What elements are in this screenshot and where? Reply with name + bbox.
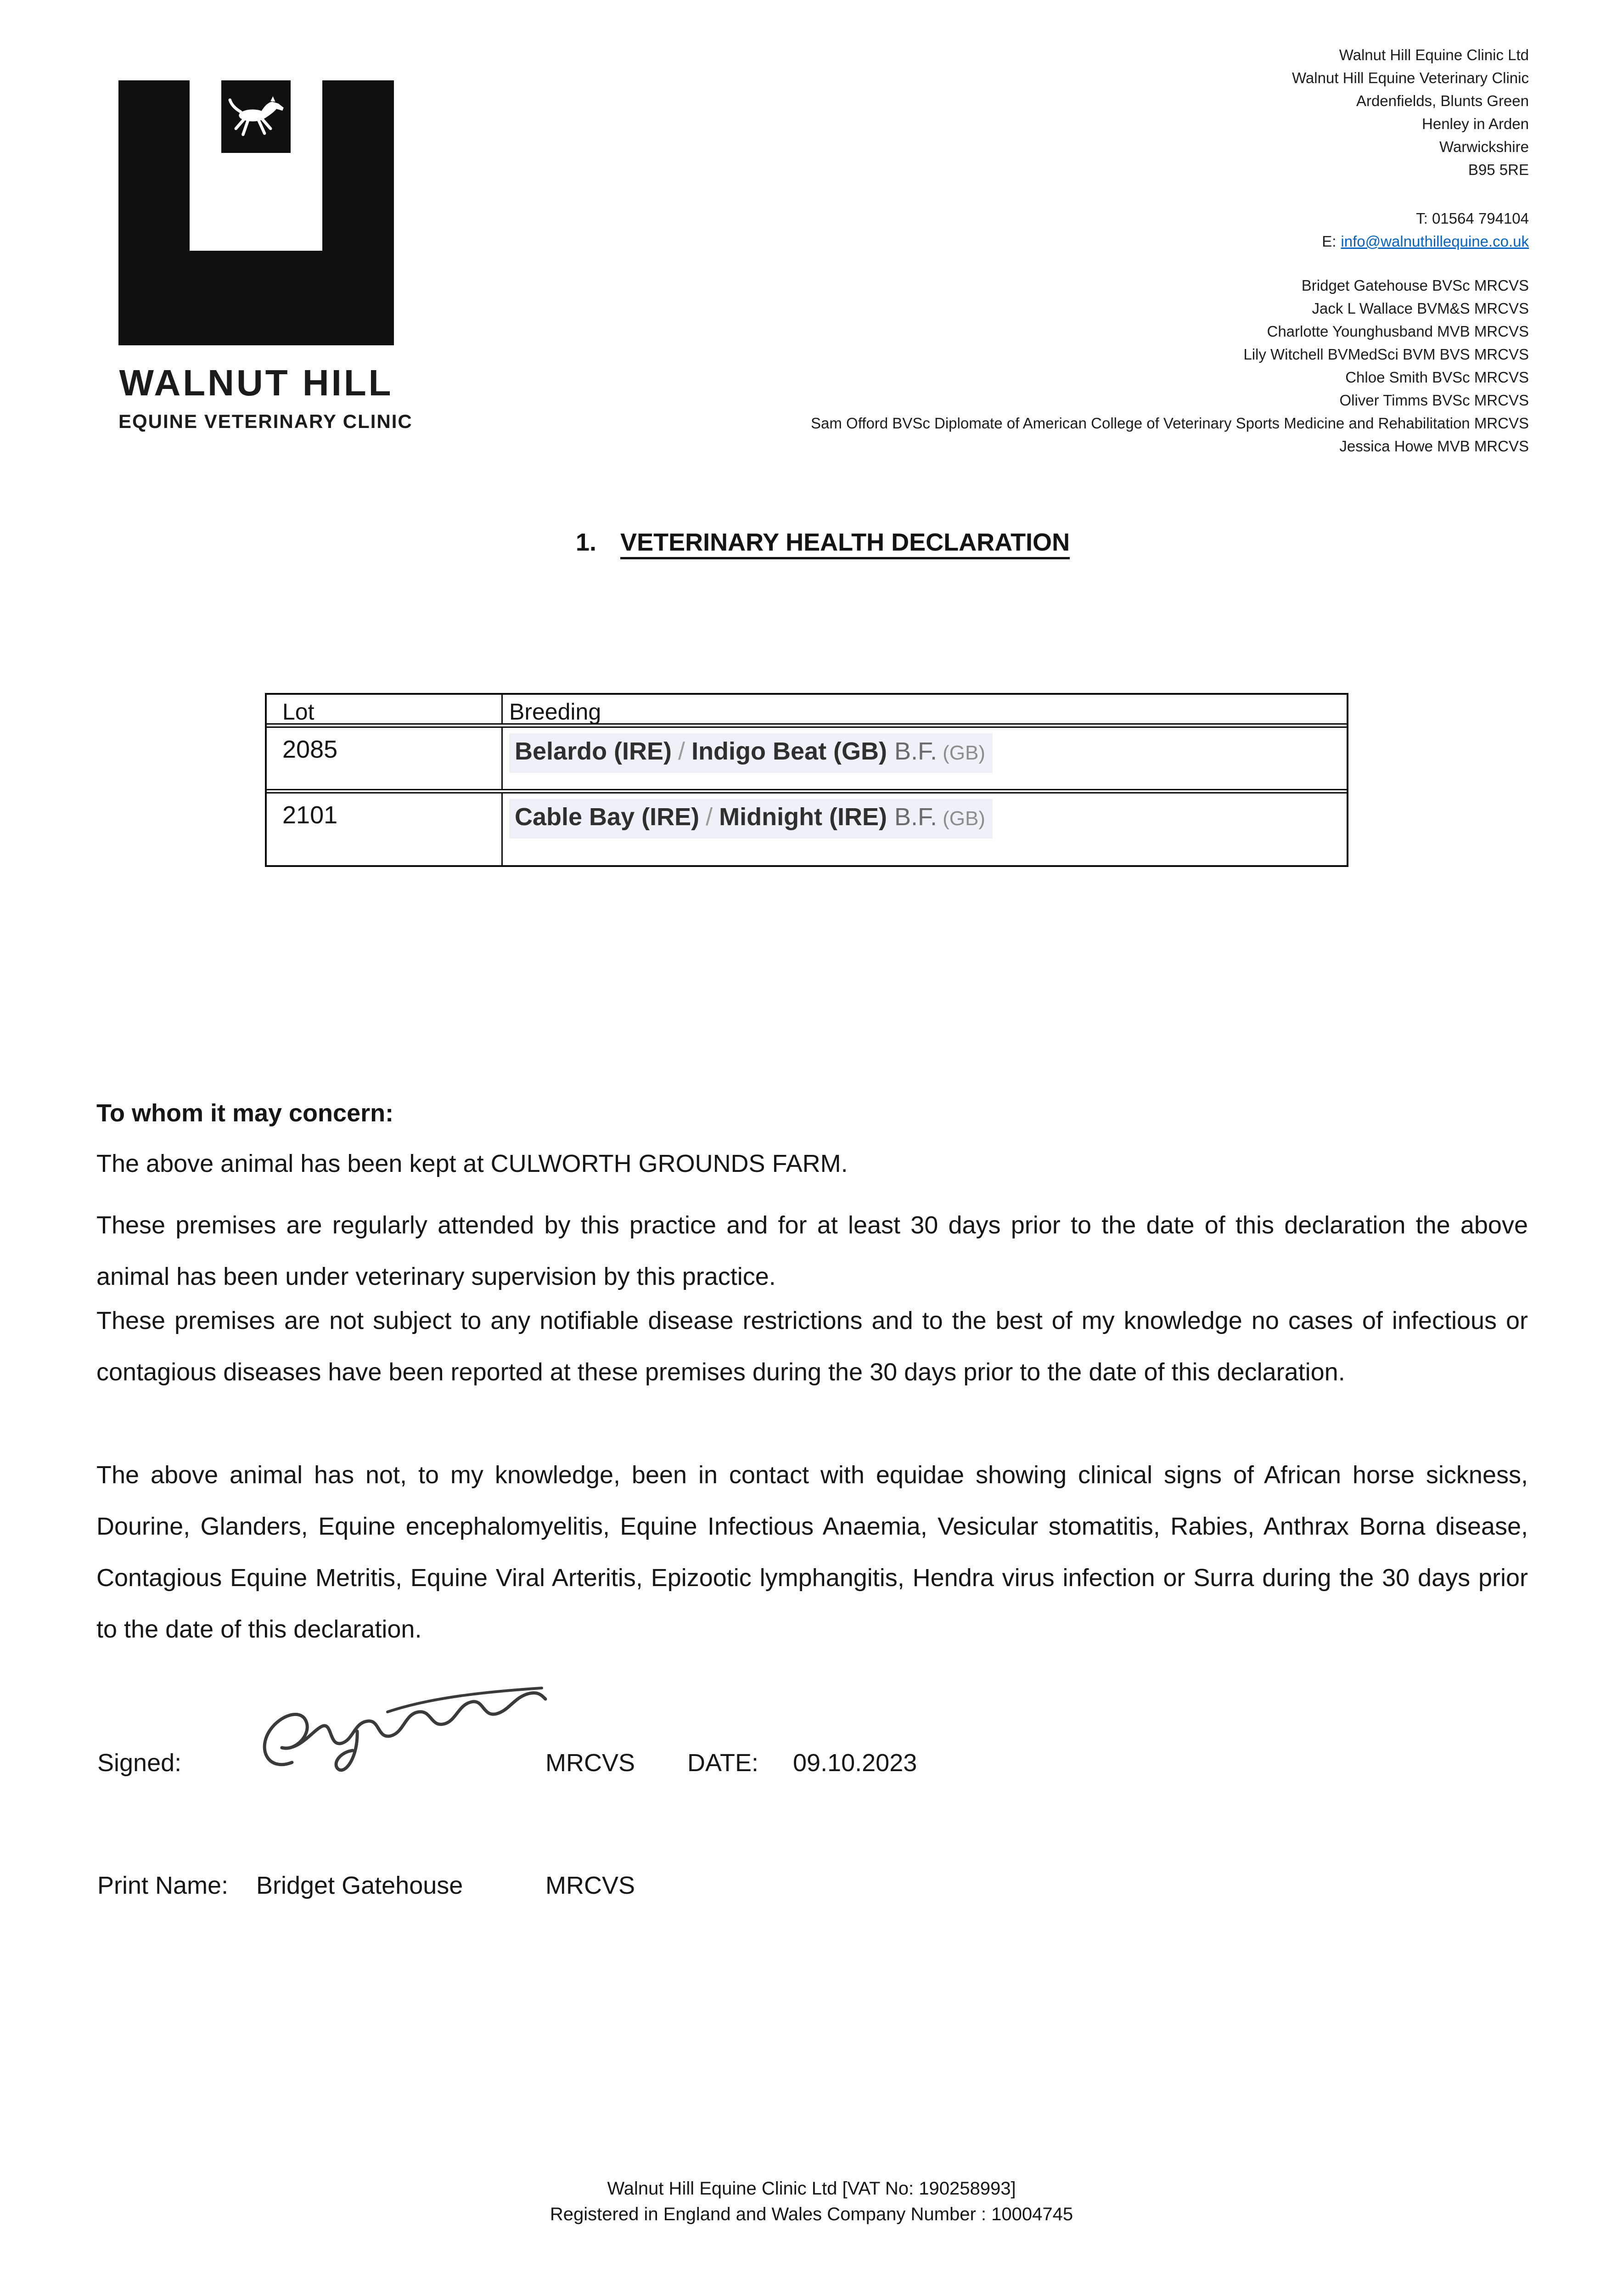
dam-name: Midnight (IRE) xyxy=(719,803,887,831)
title-number: 1. xyxy=(576,529,597,556)
sex-code: B.F. xyxy=(894,737,938,765)
title-text: VETERINARY HEALTH DECLARATION xyxy=(620,529,1070,556)
column-header-lot: Lot xyxy=(267,695,503,723)
logo-h-letter xyxy=(190,80,322,251)
page-footer xyxy=(0,2176,1623,2227)
body-paragraph: These premises are regularly attended by this practice and for at least 30 days prior to the date of this declaration the above animal has been under veterinary supervision by this practice. xyxy=(96,1211,1528,1290)
country-suffix: (GB) xyxy=(943,742,985,764)
signature-image xyxy=(248,1653,560,1791)
logo-horse-box xyxy=(221,80,291,153)
email-link[interactable]: info@walnuthillequine.co.uk xyxy=(1341,233,1529,250)
lot-breeding-table xyxy=(265,693,1348,867)
dam-name: Indigo Beat (GB) xyxy=(691,737,887,765)
signed-label: Signed: xyxy=(97,1749,182,1777)
body-paragraph: The above animal has not, to my knowledge, been in contact with equidae showing clinical signs of African horse sickness, Dourine, Glanders, Equine encephalomyelitis, Equine Infectious Anaemia, Vesicular stomatitis, Rabies, Anthrax Borna disease, Contagious Equine Metritis, Equine Viral Arteritis, Epizootic lymphangitis, Hendra virus infection or Surra during the 30 days prior to the date of this declaration. xyxy=(96,1461,1528,1643)
document-title xyxy=(576,528,1070,557)
vet-name: Charlotte Younghusband MVB MRCVS xyxy=(1267,323,1529,340)
vet-name: Bridget Gatehouse BVSc MRCVS xyxy=(1301,277,1529,294)
spacer xyxy=(811,253,1529,274)
breeding-separator: / xyxy=(678,737,685,765)
vet-name: Lily Witchell BVMedSci BVM BVS MRCVS xyxy=(1243,346,1529,363)
sire-name: Cable Bay (IRE) xyxy=(515,803,700,831)
address-line: Ardenfields, Blunts Green xyxy=(1356,92,1529,109)
breeding-highlight xyxy=(509,733,993,773)
address-line: Henley in Arden xyxy=(1422,115,1529,132)
address-line: Walnut Hill Equine Clinic Ltd xyxy=(1339,46,1529,63)
breeding-highlight xyxy=(509,799,993,838)
column-header-breeding: Breeding xyxy=(509,699,601,725)
vet-name: Oliver Timms BVSc MRCVS xyxy=(1339,392,1529,409)
logo-tagline: EQUINE VETERINARY CLINIC xyxy=(118,411,413,432)
clinic-logo xyxy=(118,80,413,433)
table-row xyxy=(267,793,1347,865)
lot-number: 2101 xyxy=(267,793,503,865)
logo-wordmark: WALNUT HILL xyxy=(119,362,393,403)
email-prefix: E: xyxy=(1322,233,1337,250)
address-line: Walnut Hill Equine Veterinary Clinic xyxy=(1292,69,1529,86)
table-row xyxy=(267,728,1347,793)
footer-vat-line: Walnut Hill Equine Clinic Ltd [VAT No: 190258993] xyxy=(607,2178,1016,2199)
print-name-value: Bridget Gatehouse xyxy=(256,1872,463,1899)
date-label: DATE: xyxy=(687,1749,759,1777)
address-line: B95 5RE xyxy=(1468,161,1529,178)
phone-line: T: 01564 794104 xyxy=(1416,210,1529,227)
breeding-cell xyxy=(503,793,1347,865)
breeding-separator: / xyxy=(706,803,713,831)
logo-mark xyxy=(118,80,394,345)
vet-name: Chloe Smith BVSc MRCVS xyxy=(1345,369,1529,386)
vet-name: Jack L Wallace BVM&S MRCVS xyxy=(1312,300,1529,317)
spacer xyxy=(811,181,1529,207)
print-qualification: MRCVS xyxy=(545,1872,635,1899)
email-line xyxy=(811,230,1529,253)
address-line: Warwickshire xyxy=(1439,138,1529,155)
body-paragraph: The above animal has been kept at CULWORTH GROUNDS FARM. xyxy=(96,1150,848,1177)
print-name-label: Print Name: xyxy=(97,1872,229,1899)
signed-qualification: MRCVS xyxy=(545,1749,635,1777)
table-header-row xyxy=(267,695,1347,728)
vet-name: Jessica Howe MVB MRCVS xyxy=(1339,438,1529,455)
breeding-cell xyxy=(503,728,1347,789)
date-value: 09.10.2023 xyxy=(793,1749,917,1777)
sex-code: B.F. xyxy=(894,803,938,831)
salutation: To whom it may concern: xyxy=(96,1099,394,1127)
lot-number: 2085 xyxy=(267,728,503,789)
sire-name: Belardo (IRE) xyxy=(515,737,672,765)
footer-company-line: Registered in England and Wales Company Number : 10004745 xyxy=(550,2204,1073,2224)
jumping-horse-icon xyxy=(226,95,286,138)
country-suffix: (GB) xyxy=(943,807,985,830)
body-paragraph: These premises are not subject to any notifiable disease restrictions and to the best of my knowledge no cases of infectious or contagious diseases have been reported at these premises during the 30 days prior to the date of this declaration. xyxy=(96,1307,1528,1386)
letterhead-contact-block xyxy=(811,44,1529,458)
vet-name: Sam Offord BVSc Diplomate of American College of Veterinary Sports Medicine and Rehabilitation MRCVS xyxy=(811,415,1529,432)
